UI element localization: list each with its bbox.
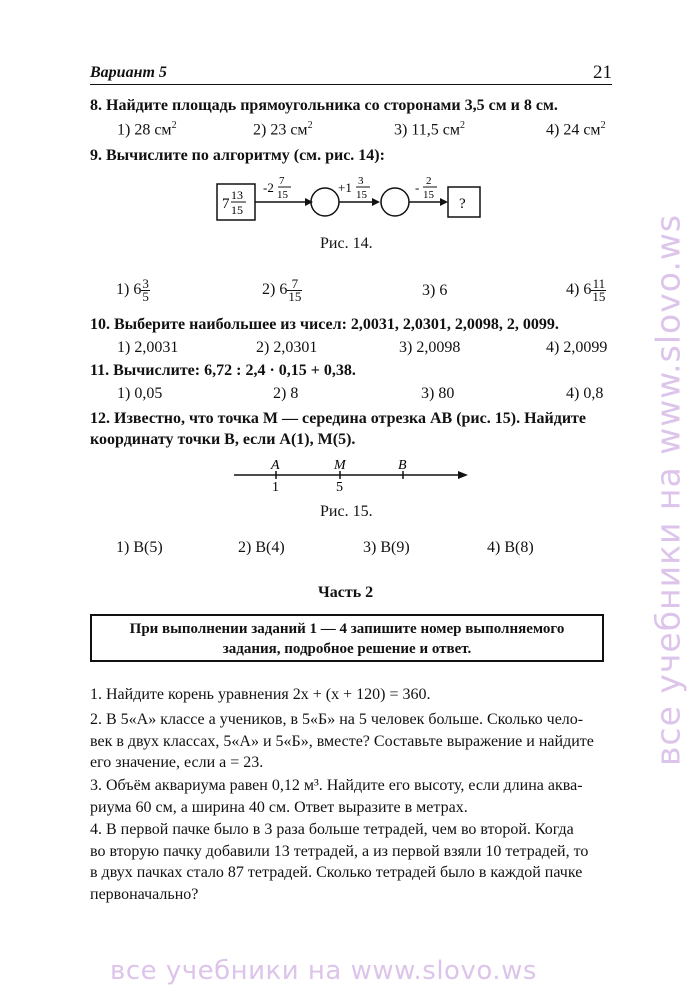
q11-answer-1: 1) 0,05: [117, 385, 163, 402]
start-den: 15: [231, 203, 243, 217]
number-line-arrow: [458, 471, 468, 479]
q11-answer-4: 4) 0,8: [566, 385, 604, 402]
question-8: [90, 96, 558, 116]
q8-answer-4: 4) 24 $см^2$: [546, 120, 606, 139]
op1-num: 7: [279, 175, 285, 187]
q8-answer-3: 3) 11,5 $см^2$: [394, 120, 465, 139]
instruction-line-2: задания, подробное решение и ответ.: [222, 641, 472, 657]
figure-15-caption: Рис. 15.: [320, 503, 373, 520]
circle-1: [311, 188, 339, 216]
op1-den: 15: [277, 189, 288, 201]
point-M-label: M: [334, 458, 346, 473]
circle-2: [381, 188, 409, 216]
variant-label: Вариант 5: [90, 64, 167, 81]
op2-whole: +1: [338, 180, 352, 195]
op2-num: 3: [358, 175, 364, 187]
q11-answer-2: 2) 8: [273, 385, 299, 402]
page-header: [90, 62, 612, 85]
task-2: 2. В 5«А» классе a учеников, в 5«Б» на 5 человек больше. Сколько чело- век в двух классах, 5«А» и 5«Б», вместе? Составьте выражение и найдите его значение, если a = 23.: [90, 711, 594, 771]
op3-sign: -: [415, 180, 420, 195]
question-10: [90, 315, 559, 335]
coord-1-label: 1: [272, 480, 279, 495]
task-3: 3. Объём аквариума равен 0,12 м³. Найдите его высоту, если длина аква- риума 60 см, а ширина 40 см. Ответ выразите в метрах.: [90, 777, 583, 816]
question-9-text: 9. Вычислите по алгоритму (см. рис. 14):: [90, 147, 385, 164]
question-11: [90, 361, 356, 381]
op1-whole: -2: [263, 180, 274, 195]
number-line-figure: [230, 455, 470, 495]
part-2-title: Часть 2: [318, 584, 374, 601]
q12-answer-1: 1) B(5): [116, 539, 163, 556]
start-num: 13: [231, 188, 243, 202]
point-A-label: A: [271, 458, 280, 473]
q8-answer-2: 2) 23 $см^2$: [253, 120, 313, 139]
q8-answer-1: 1) 28 $см^2$: [117, 120, 177, 139]
instruction-line-1: При выполнении заданий 1 — 4 запишите номер выполняемого: [129, 621, 565, 637]
algorithm-figure: [200, 170, 500, 240]
question-9: [90, 146, 385, 166]
coord-5-label: 5: [336, 480, 343, 495]
task-4: 4. В первой пачке было в 3 раза больше тетрадей, чем во второй. Когда во вторую пачку добавили 13 тетрадей, а из первой взяли 10 тетрадей, то в двух пачках стало 87 тетрадей. Сколько тетрадей было в каждой пачке первоначально?: [90, 821, 589, 903]
q12-answer-3: 3) B(9): [363, 539, 410, 556]
q10-answer-2: 2) 2,0301: [256, 339, 318, 356]
question-12-line-1: 12. Известно, что точка M — середина отрезка AB (рис. 15). Найдите: [90, 410, 587, 427]
q10-answer-4: 4) 2,0099: [546, 339, 608, 356]
q9-answer-2: 2) 6 $\frac{7}{15}$: [262, 276, 302, 304]
task-1: 1. Найдите корень уравнения 2x + (x + 120) = 360.: [90, 686, 431, 703]
bottom-watermark: все учебники на www.slovo.ws: [110, 956, 537, 986]
q12-answer-2: 2) B(4): [238, 539, 285, 556]
result-mark: ?: [459, 196, 466, 212]
op3-num: 2: [426, 175, 432, 187]
q9-answer-1: 1) 6 $\frac{3}{5}$: [116, 276, 149, 304]
q11-answer-3: 3) 80: [421, 385, 455, 402]
question-8-text: 8. Найдите площадь прямоугольника со сторонами 3,5 см и 8 см.: [90, 97, 558, 114]
page-number: 21: [593, 62, 612, 83]
figure-14-caption: Рис. 14.: [320, 235, 373, 252]
question-12-line-2: координату точки B, если A(1), M(5).: [90, 431, 356, 448]
point-B-label: B: [398, 458, 407, 473]
question-11-text: 11. Вычислите: 6,72 : 2,4 · 0,15 + 0,38.: [90, 362, 356, 379]
q10-answer-1: 1) 2,0031: [117, 339, 179, 356]
op2-den: 15: [356, 189, 367, 201]
instruction-box: [90, 614, 604, 662]
q10-answer-3: 3) 2,0098: [399, 339, 461, 356]
q12-answer-4: 4) B(8): [487, 539, 534, 556]
start-whole: 7: [222, 196, 230, 212]
op3-den: 15: [423, 189, 434, 201]
side-watermark: все учебники на www.slovo.ws: [648, 213, 688, 767]
question-10-text: 10. Выберите наибольшее из чисел: 2,0031, 2,0301, 2,0098, 2, 0099.: [90, 316, 559, 333]
q9-answer-3: 3) 6: [422, 282, 448, 299]
q9-answer-4: 4) 6 $\frac{11}{15}$: [566, 276, 606, 304]
